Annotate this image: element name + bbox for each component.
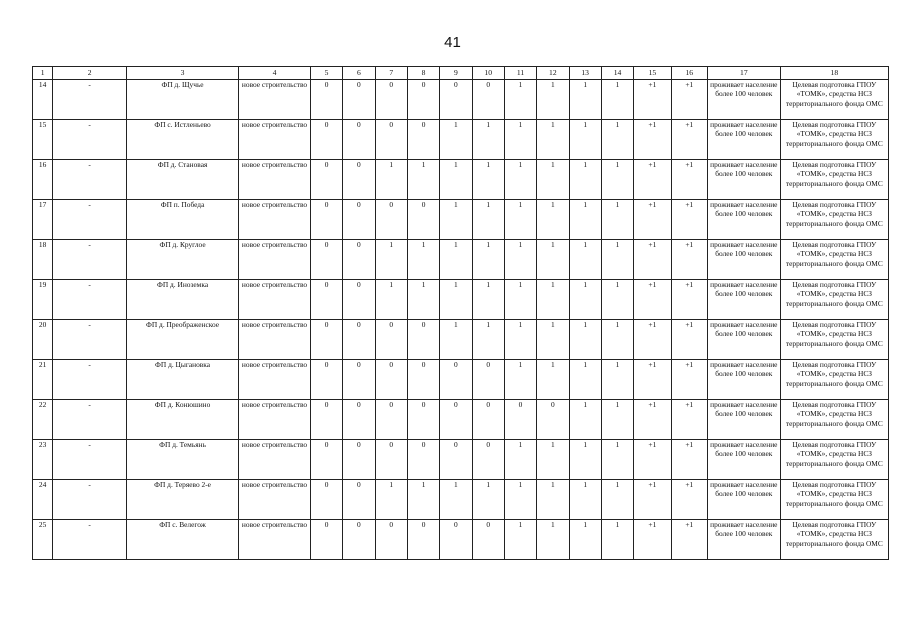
- header-cell: 13: [569, 67, 601, 80]
- construction-type: новое строительство: [239, 480, 311, 520]
- value-cell: 0: [504, 400, 536, 440]
- value-cell: 0: [407, 400, 439, 440]
- value-cell: 0: [343, 440, 375, 480]
- value-cell: 1: [569, 240, 601, 280]
- value-cell: 1: [375, 240, 407, 280]
- value-cell: +1: [634, 160, 671, 200]
- value-cell: 1: [569, 360, 601, 400]
- value-cell: 1: [440, 160, 472, 200]
- row-number: 14: [33, 80, 53, 120]
- value-cell: 1: [537, 240, 569, 280]
- value-cell: 1: [569, 160, 601, 200]
- reason-cell: проживает население более 100 человек: [707, 480, 780, 520]
- value-cell: 0: [375, 120, 407, 160]
- facility-name: ФП д. Щучье: [126, 80, 238, 120]
- value-cell: 0: [310, 200, 342, 240]
- funding-cell: Целевая подготовка ГПОУ «ТОМК», средства НСЗ территориального фонда ОМС: [780, 480, 888, 520]
- value-cell: 1: [601, 280, 633, 320]
- table-row: [33, 480, 889, 520]
- row-dash: -: [53, 120, 127, 160]
- row-dash: -: [53, 480, 127, 520]
- reason-cell: проживает население более 100 человек: [707, 200, 780, 240]
- table-row: [33, 80, 889, 120]
- value-cell: 1: [407, 240, 439, 280]
- value-cell: 1: [537, 320, 569, 360]
- row-dash: -: [53, 200, 127, 240]
- row-number: 16: [33, 160, 53, 200]
- row-dash: -: [53, 440, 127, 480]
- value-cell: 0: [472, 400, 504, 440]
- value-cell: 1: [504, 280, 536, 320]
- value-cell: 0: [310, 240, 342, 280]
- value-cell: 0: [407, 80, 439, 120]
- funding-cell: Целевая подготовка ГПОУ «ТОМК», средства НСЗ территориального фонда ОМС: [780, 440, 888, 480]
- construction-type: новое строительство: [239, 440, 311, 480]
- row-number: 23: [33, 440, 53, 480]
- value-cell: 1: [407, 480, 439, 520]
- construction-type: новое строительство: [239, 160, 311, 200]
- value-cell: +1: [634, 440, 671, 480]
- value-cell: +1: [671, 280, 707, 320]
- construction-type: новое строительство: [239, 280, 311, 320]
- value-cell: 1: [375, 480, 407, 520]
- reason-cell: проживает население более 100 человек: [707, 320, 780, 360]
- value-cell: 0: [537, 400, 569, 440]
- facility-name: ФП д. Конюшино: [126, 400, 238, 440]
- facility-name: ФП п. Победа: [126, 200, 238, 240]
- value-cell: 0: [440, 80, 472, 120]
- value-cell: 1: [407, 160, 439, 200]
- value-cell: +1: [671, 320, 707, 360]
- row-number: 19: [33, 280, 53, 320]
- value-cell: 1: [569, 440, 601, 480]
- value-cell: 1: [504, 80, 536, 120]
- value-cell: 1: [569, 120, 601, 160]
- value-cell: 1: [537, 200, 569, 240]
- value-cell: 0: [310, 400, 342, 440]
- row-number: 22: [33, 400, 53, 440]
- value-cell: 1: [569, 200, 601, 240]
- value-cell: 1: [472, 200, 504, 240]
- page-number: 41: [444, 34, 461, 51]
- value-cell: 1: [504, 200, 536, 240]
- value-cell: 0: [375, 320, 407, 360]
- value-cell: 1: [440, 200, 472, 240]
- value-cell: +1: [671, 480, 707, 520]
- value-cell: 0: [440, 360, 472, 400]
- facilities-table: [32, 66, 889, 560]
- value-cell: 0: [472, 520, 504, 560]
- value-cell: 0: [472, 440, 504, 480]
- value-cell: 1: [440, 120, 472, 160]
- reason-cell: проживает население более 100 человек: [707, 400, 780, 440]
- value-cell: 1: [472, 160, 504, 200]
- row-number: 24: [33, 480, 53, 520]
- value-cell: 1: [569, 480, 601, 520]
- facility-name: ФП д. Преображенское: [126, 320, 238, 360]
- value-cell: +1: [671, 240, 707, 280]
- value-cell: +1: [671, 120, 707, 160]
- value-cell: 0: [343, 480, 375, 520]
- header-cell: 11: [504, 67, 536, 80]
- funding-cell: Целевая подготовка ГПОУ «ТОМК», средства НСЗ территориального фонда ОМС: [780, 280, 888, 320]
- value-cell: 1: [601, 120, 633, 160]
- funding-cell: Целевая подготовка ГПОУ «ТОМК», средства НСЗ территориального фонда ОМС: [780, 240, 888, 280]
- value-cell: 0: [343, 160, 375, 200]
- value-cell: 1: [440, 240, 472, 280]
- header-cell: 15: [634, 67, 671, 80]
- value-cell: 1: [504, 480, 536, 520]
- value-cell: 0: [343, 320, 375, 360]
- construction-type: новое строительство: [239, 520, 311, 560]
- value-cell: +1: [634, 200, 671, 240]
- table-row: [33, 160, 889, 200]
- value-cell: +1: [634, 80, 671, 120]
- value-cell: 1: [569, 520, 601, 560]
- value-cell: 0: [310, 80, 342, 120]
- value-cell: 1: [569, 280, 601, 320]
- value-cell: 0: [407, 440, 439, 480]
- table-row: [33, 520, 889, 560]
- value-cell: 1: [601, 160, 633, 200]
- value-cell: 0: [440, 400, 472, 440]
- header-cell: 18: [780, 67, 888, 80]
- header-cell: 17: [707, 67, 780, 80]
- header-cell: 14: [601, 67, 633, 80]
- header-cell: 2: [53, 67, 127, 80]
- value-cell: 0: [343, 80, 375, 120]
- row-dash: -: [53, 160, 127, 200]
- value-cell: 0: [375, 80, 407, 120]
- table-row: [33, 440, 889, 480]
- value-cell: 1: [537, 360, 569, 400]
- table-row: [33, 120, 889, 160]
- header-cell: 3: [126, 67, 238, 80]
- reason-cell: проживает население более 100 человек: [707, 520, 780, 560]
- value-cell: 1: [569, 80, 601, 120]
- value-cell: +1: [671, 360, 707, 400]
- value-cell: 1: [601, 440, 633, 480]
- header-row: [33, 67, 889, 80]
- value-cell: +1: [671, 520, 707, 560]
- facility-name: ФП д. Круглое: [126, 240, 238, 280]
- value-cell: 0: [310, 160, 342, 200]
- value-cell: 1: [569, 400, 601, 440]
- value-cell: 1: [537, 480, 569, 520]
- value-cell: 1: [375, 280, 407, 320]
- row-dash: -: [53, 80, 127, 120]
- value-cell: 1: [537, 80, 569, 120]
- value-cell: 1: [601, 200, 633, 240]
- funding-cell: Целевая подготовка ГПОУ «ТОМК», средства НСЗ территориального фонда ОМС: [780, 200, 888, 240]
- construction-type: новое строительство: [239, 320, 311, 360]
- reason-cell: проживает население более 100 человек: [707, 360, 780, 400]
- funding-cell: Целевая подготовка ГПОУ «ТОМК», средства НСЗ территориального фонда ОМС: [780, 80, 888, 120]
- funding-cell: Целевая подготовка ГПОУ «ТОМК», средства НСЗ территориального фонда ОМС: [780, 400, 888, 440]
- value-cell: 1: [375, 160, 407, 200]
- funding-cell: Целевая подготовка ГПОУ «ТОМК», средства НСЗ территориального фонда ОМС: [780, 320, 888, 360]
- value-cell: 0: [407, 360, 439, 400]
- value-cell: +1: [634, 360, 671, 400]
- value-cell: 0: [343, 360, 375, 400]
- value-cell: 1: [569, 320, 601, 360]
- value-cell: 0: [407, 520, 439, 560]
- facility-name: ФП д. Теряево 2-е: [126, 480, 238, 520]
- value-cell: 0: [375, 360, 407, 400]
- value-cell: 1: [440, 480, 472, 520]
- reason-cell: проживает население более 100 человек: [707, 80, 780, 120]
- reason-cell: проживает население более 100 человек: [707, 160, 780, 200]
- value-cell: 0: [440, 440, 472, 480]
- value-cell: 0: [343, 400, 375, 440]
- row-number: 21: [33, 360, 53, 400]
- value-cell: +1: [634, 320, 671, 360]
- value-cell: 1: [601, 360, 633, 400]
- value-cell: 1: [440, 320, 472, 360]
- header-cell: 4: [239, 67, 311, 80]
- value-cell: 0: [375, 400, 407, 440]
- value-cell: 1: [472, 320, 504, 360]
- value-cell: 0: [343, 280, 375, 320]
- value-cell: 1: [472, 280, 504, 320]
- value-cell: +1: [671, 160, 707, 200]
- table-row: [33, 240, 889, 280]
- header-cell: 10: [472, 67, 504, 80]
- value-cell: 1: [601, 80, 633, 120]
- value-cell: 1: [504, 120, 536, 160]
- table-row: [33, 400, 889, 440]
- value-cell: 0: [310, 360, 342, 400]
- value-cell: 1: [601, 400, 633, 440]
- value-cell: 0: [310, 440, 342, 480]
- value-cell: 1: [537, 440, 569, 480]
- reason-cell: проживает население более 100 человек: [707, 440, 780, 480]
- value-cell: 0: [310, 280, 342, 320]
- row-number: 25: [33, 520, 53, 560]
- header-cell: 9: [440, 67, 472, 80]
- facility-name: ФП д. Темьянь: [126, 440, 238, 480]
- table-row: [33, 200, 889, 240]
- header-cell: 5: [310, 67, 342, 80]
- value-cell: +1: [634, 400, 671, 440]
- row-dash: -: [53, 320, 127, 360]
- header-cell: 12: [537, 67, 569, 80]
- row-dash: -: [53, 240, 127, 280]
- value-cell: 0: [310, 320, 342, 360]
- header-cell: 6: [343, 67, 375, 80]
- funding-cell: Целевая подготовка ГПОУ «ТОМК», средства НСЗ территориального фонда ОМС: [780, 120, 888, 160]
- value-cell: 1: [601, 320, 633, 360]
- value-cell: 1: [537, 160, 569, 200]
- funding-cell: Целевая подготовка ГПОУ «ТОМК», средства НСЗ территориального фонда ОМС: [780, 360, 888, 400]
- value-cell: 0: [407, 320, 439, 360]
- construction-type: новое строительство: [239, 120, 311, 160]
- value-cell: 1: [504, 520, 536, 560]
- reason-cell: проживает население более 100 человек: [707, 280, 780, 320]
- value-cell: 1: [504, 320, 536, 360]
- value-cell: 1: [472, 120, 504, 160]
- row-dash: -: [53, 360, 127, 400]
- value-cell: 1: [504, 160, 536, 200]
- value-cell: 0: [440, 520, 472, 560]
- reason-cell: проживает население более 100 человек: [707, 240, 780, 280]
- table-row: [33, 360, 889, 400]
- value-cell: +1: [634, 120, 671, 160]
- construction-type: новое строительство: [239, 80, 311, 120]
- value-cell: 1: [601, 520, 633, 560]
- value-cell: 0: [407, 120, 439, 160]
- value-cell: 1: [537, 280, 569, 320]
- facility-name: ФП д. Иноземка: [126, 280, 238, 320]
- value-cell: +1: [634, 480, 671, 520]
- value-cell: 0: [472, 360, 504, 400]
- value-cell: 1: [504, 360, 536, 400]
- row-dash: -: [53, 280, 127, 320]
- value-cell: 0: [343, 120, 375, 160]
- facility-name: ФП д. Становая: [126, 160, 238, 200]
- table-row: [33, 280, 889, 320]
- value-cell: 0: [472, 80, 504, 120]
- table-body: [33, 80, 889, 560]
- row-number: 20: [33, 320, 53, 360]
- value-cell: 0: [310, 520, 342, 560]
- header-cell: 7: [375, 67, 407, 80]
- value-cell: +1: [671, 440, 707, 480]
- row-dash: -: [53, 400, 127, 440]
- header-cell: 8: [407, 67, 439, 80]
- funding-cell: Целевая подготовка ГПОУ «ТОМК», средства НСЗ территориального фонда ОМС: [780, 160, 888, 200]
- value-cell: +1: [671, 400, 707, 440]
- row-number: 18: [33, 240, 53, 280]
- value-cell: 0: [375, 520, 407, 560]
- value-cell: 1: [504, 240, 536, 280]
- value-cell: +1: [634, 520, 671, 560]
- value-cell: 0: [343, 520, 375, 560]
- value-cell: +1: [634, 280, 671, 320]
- value-cell: +1: [671, 200, 707, 240]
- facility-name: ФП с. Велегож: [126, 520, 238, 560]
- value-cell: +1: [634, 240, 671, 280]
- value-cell: 0: [310, 480, 342, 520]
- value-cell: 0: [310, 120, 342, 160]
- construction-type: новое строительство: [239, 400, 311, 440]
- value-cell: 1: [440, 280, 472, 320]
- value-cell: 1: [504, 440, 536, 480]
- value-cell: +1: [671, 80, 707, 120]
- row-dash: -: [53, 520, 127, 560]
- value-cell: 0: [375, 440, 407, 480]
- value-cell: 1: [537, 520, 569, 560]
- row-number: 17: [33, 200, 53, 240]
- value-cell: 0: [375, 200, 407, 240]
- value-cell: 1: [537, 120, 569, 160]
- value-cell: 1: [472, 240, 504, 280]
- value-cell: 0: [343, 240, 375, 280]
- facility-name: ФП с. Истленьево: [126, 120, 238, 160]
- value-cell: 1: [472, 480, 504, 520]
- value-cell: 1: [407, 280, 439, 320]
- construction-type: новое строительство: [239, 240, 311, 280]
- value-cell: 0: [407, 200, 439, 240]
- header-cell: 16: [671, 67, 707, 80]
- row-number: 15: [33, 120, 53, 160]
- value-cell: 1: [601, 480, 633, 520]
- header-cell: 1: [33, 67, 53, 80]
- table-row: [33, 320, 889, 360]
- value-cell: 1: [601, 240, 633, 280]
- value-cell: 0: [343, 200, 375, 240]
- funding-cell: Целевая подготовка ГПОУ «ТОМК», средства НСЗ территориального фонда ОМС: [780, 520, 888, 560]
- construction-type: новое строительство: [239, 200, 311, 240]
- facility-name: ФП д. Цыгановка: [126, 360, 238, 400]
- reason-cell: проживает население более 100 человек: [707, 120, 780, 160]
- construction-type: новое строительство: [239, 360, 311, 400]
